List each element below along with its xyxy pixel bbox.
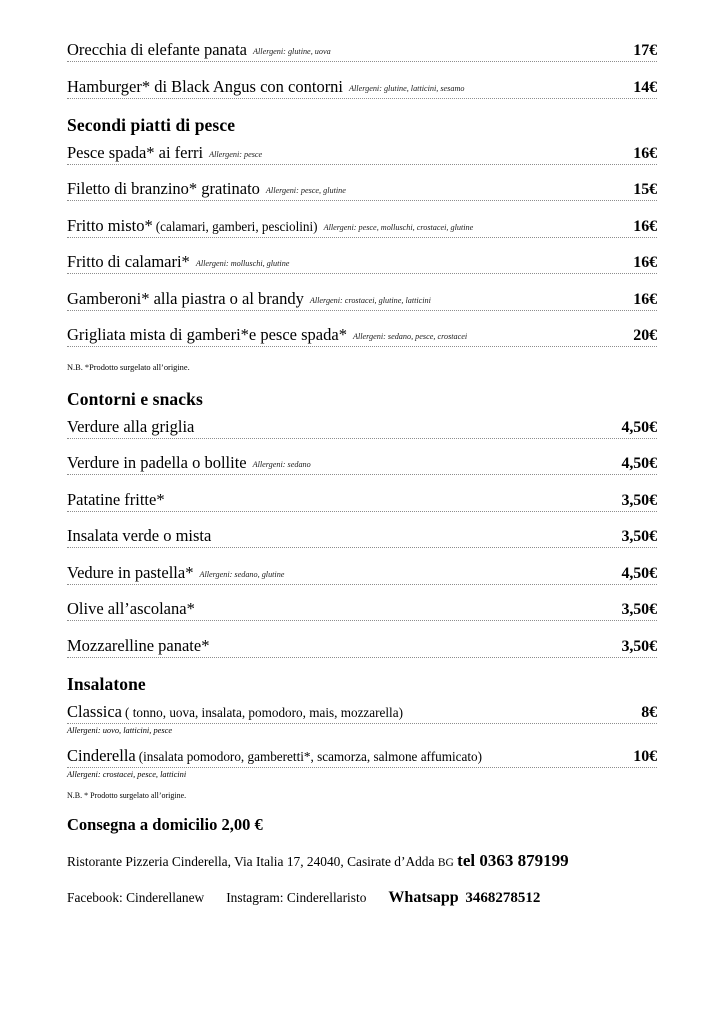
menu-item-price: 14€ [633,78,657,96]
menu-item-name: Patatine fritte* [67,489,165,509]
menu-item-row [67,418,657,439]
menu-footer [67,816,657,908]
menu-item-allergens: Allergeni: crostacei, pesce, latticini [67,770,187,780]
section-footnote: N.B. * Prodotto surgelato all’origine. [67,791,187,801]
menu-item-row [67,454,657,475]
menu-item-allergens: Allergeni: pesce [209,149,263,159]
menu-item-price: 16€ [633,144,657,162]
menu-item-row [67,41,657,62]
menu-item-row [67,253,657,274]
menu-item-price: 3,50€ [621,601,657,619]
menu-item-name: Pesce spada* ai ferri [67,142,204,162]
menu-item-description: ( tonno, uova, insalata, pomodoro, mais, mozzarella) [125,704,403,720]
section-heading-insalatone: Insalatone [67,673,146,694]
menu-item-name: Grigliata mista di gamberi*e pesce spada* [67,325,347,345]
menu-item-allergens: Allergeni: sedano, glutine [199,569,285,579]
menu-item-price: 10€ [633,748,657,766]
menu-item-name: Verdure in padella o bollite [67,453,247,473]
menu-item-allergens: Allergeni: glutine, latticini, sesamo [349,83,465,93]
whatsapp-number[interactable]: 3468278512 [465,890,541,907]
menu-item-row [67,290,657,311]
menu-item-name: Hamburger* di Black Angus con contorni [67,76,344,96]
menu-item-allergens: Allergeni: pesce, glutine [265,186,346,196]
menu-section-secondi-pesce [67,115,657,373]
menu-item-row [67,217,657,238]
menu-item-allergens: Allergeni: pesce, molluschi, crostacei, glutine [323,222,474,232]
delivery-fee-line: Consegna a domicilio 2,00 € [67,814,263,834]
section-heading-secondi-pesce: Secondi piatti di pesce [67,114,236,135]
menu-section-secondi-carne-continued [67,41,657,99]
menu-item-row [67,703,657,724]
menu-item-row [67,527,657,548]
menu-item-price: 15€ [633,181,657,199]
menu-item-allergens: Allergeni: crostacei, glutine, latticini [309,295,431,305]
social-line [67,888,657,907]
menu-item-row [67,747,657,768]
menu-item-name: Insalata verde o mista [67,526,212,546]
menu-item-description: (insalata pomodoro, gamberetti*, scamorza, salmone affumicato) [138,749,482,765]
menu-item-allergens: Allergeni: molluschi, glutine [195,259,290,269]
menu-item-row [67,180,657,201]
menu-item-name: Vedure in pastella* [67,562,194,582]
menu-item-row [67,491,657,512]
menu-item-price: 8€ [641,703,657,721]
menu-section-insalatone [67,674,657,801]
menu-item-name: Filetto di branzino* gratinato [67,179,260,199]
section-heading-contorni: Contorni e snacks [67,388,203,409]
menu-item-price: 17€ [633,42,657,59]
menu-item-name: Verdure alla griglia [67,416,195,436]
address-text: Ristorante Pizzeria Cinderella, Via Italia 17, 24040, Casirate d’Adda [67,853,438,869]
menu-section-contorni [67,389,657,658]
menu-item-allergens: Allergeni: sedano, pesce, crostacei [352,332,468,342]
menu-item-allergens: Allergeni: sedano [252,460,311,470]
menu-item-name: Orecchia di elefante panata [67,40,248,59]
menu-item-price: 20€ [633,327,657,345]
menu-item-allergens: Allergeni: uovo, latticini, pesce [67,725,173,735]
menu-item-price: 3,50€ [621,491,657,509]
telephone[interactable]: tel 0363 879199 [457,850,569,870]
menu-item-price: 16€ [633,254,657,272]
menu-item-price: 16€ [633,290,657,308]
menu-item-price: 4,50€ [621,455,657,473]
facebook-handle[interactable]: Facebook: Cinderellanew [67,890,205,906]
menu-item-row [67,637,657,658]
menu-item-price: 3,50€ [621,637,657,655]
menu-item-allergens: Allergeni: glutine, uova [253,47,331,56]
menu-item-name: Cinderella [67,746,136,766]
menu-item-row [67,144,657,165]
menu-item-name: Olive all’ascolana* [67,599,195,619]
menu-item-name: Classica [67,701,122,721]
menu-item-description: (calamari, gamberi, pesciolini) [155,218,318,234]
address-province: BG [437,856,454,869]
menu-item-name: Fritto misto* [67,215,153,235]
whatsapp-label: Whatsapp [388,889,459,907]
menu-item-name: Gamberoni* alla piastra o al brandy [67,288,304,308]
menu-item-price: 3,50€ [621,528,657,546]
menu-item-row [67,600,657,621]
menu-item-row [67,78,657,99]
menu-item-row [67,564,657,585]
address-line [67,851,657,871]
menu-item-price: 4,50€ [621,564,657,582]
menu-item-price: 4,50€ [621,418,657,436]
menu-item-name: Fritto di calamari* [67,252,190,272]
menu-item-row [67,326,657,347]
section-footnote: N.B. *Prodotto surgelato all’origine. [67,362,190,372]
menu-item-price: 16€ [633,217,657,235]
menu-item-name: Mozzarelline panate* [67,635,210,655]
instagram-handle[interactable]: Instagram: Cinderellaristo [226,890,367,906]
